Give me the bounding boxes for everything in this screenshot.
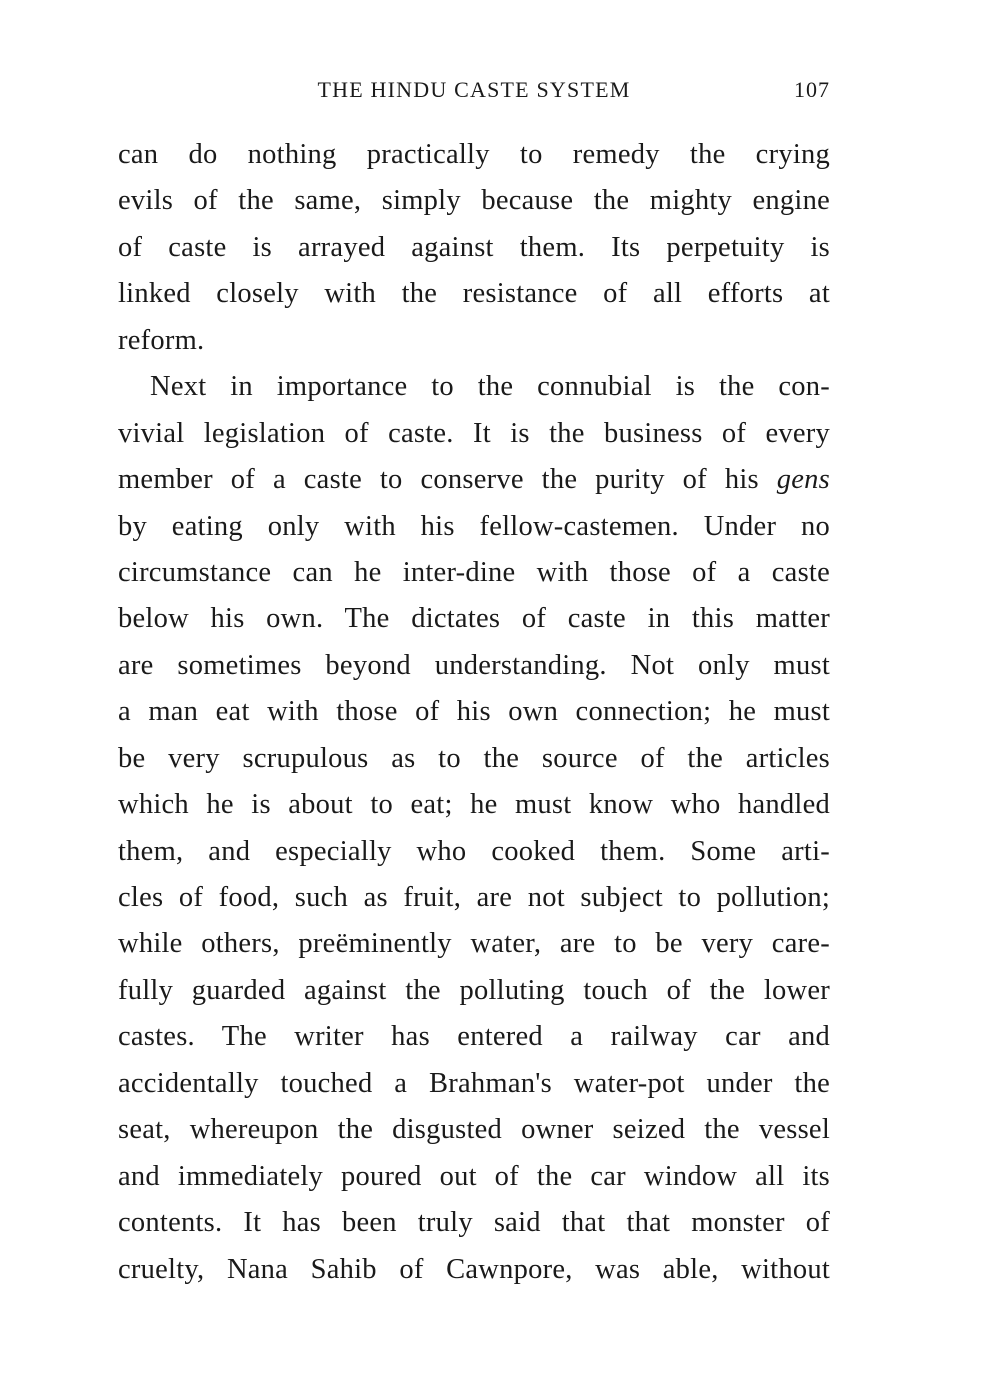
paragraph-convivial-legislation: [118, 364, 830, 1293]
running-head: [118, 74, 830, 106]
text-line: while others, preëminently water, are to be very care-: [118, 928, 830, 960]
text-line: evils of the same, simply because the mighty engine: [118, 185, 830, 217]
text-line: circumstance can he inter-dine with those of a caste: [118, 556, 830, 588]
text-line: are sometimes beyond understanding. Not only must: [118, 649, 830, 681]
body-text: [118, 132, 830, 1293]
text-line: linked closely with the resistance of all efforts at: [118, 278, 830, 310]
paragraph-continued: [118, 132, 830, 364]
text-line: vivial legislation of caste. It is the business of every: [118, 417, 830, 449]
text-line: castes. The writer has entered a railway car and: [118, 1021, 830, 1053]
text-line: and immediately poured out of the car window all its: [118, 1160, 830, 1192]
text-line: a man eat with those of his own connection; he must: [118, 696, 830, 728]
text-line: reform.: [118, 324, 205, 356]
text-line: of caste is arrayed against them. Its perpetuity is: [118, 231, 830, 263]
text-line: below his own. The dictates of caste in this matter: [118, 603, 830, 635]
text-line: contents. It has been truly said that that monster of: [118, 1207, 830, 1239]
text-segment: member of a caste to conserve the purity of his: [118, 464, 759, 496]
text-line: can do nothing practically to remedy the crying: [118, 139, 830, 170]
text-line: cruelty, Nana Sahib of Cawnpore, was able, without: [118, 1253, 830, 1285]
text-line: seat, whereupon the disgusted owner seized the vessel: [118, 1114, 830, 1146]
text-line: fully guarded against the polluting touch of the lower: [118, 974, 830, 1006]
italic-word: gens: [776, 464, 830, 496]
text-line: accidentally touched a Brahman's water-pot under the: [118, 1067, 830, 1099]
text-line: by eating only with his fellow-castemen. Under no: [118, 510, 830, 542]
text-line: which he is about to eat; he must know who handled: [118, 789, 830, 821]
text-line: be very scrupulous as to the source of the articles: [118, 742, 830, 774]
page-number: 107: [794, 77, 830, 102]
text-line: Next in importance to the connubial is the con-: [150, 371, 830, 403]
text-line: them, and especially who cooked them. Some arti-: [118, 835, 830, 867]
running-title: THE HINDU CASTE SYSTEM: [317, 77, 631, 102]
text-line: cles of food, such as fruit, are not subject to pollution;: [118, 882, 830, 913]
text-line-with-italic: [118, 457, 830, 503]
